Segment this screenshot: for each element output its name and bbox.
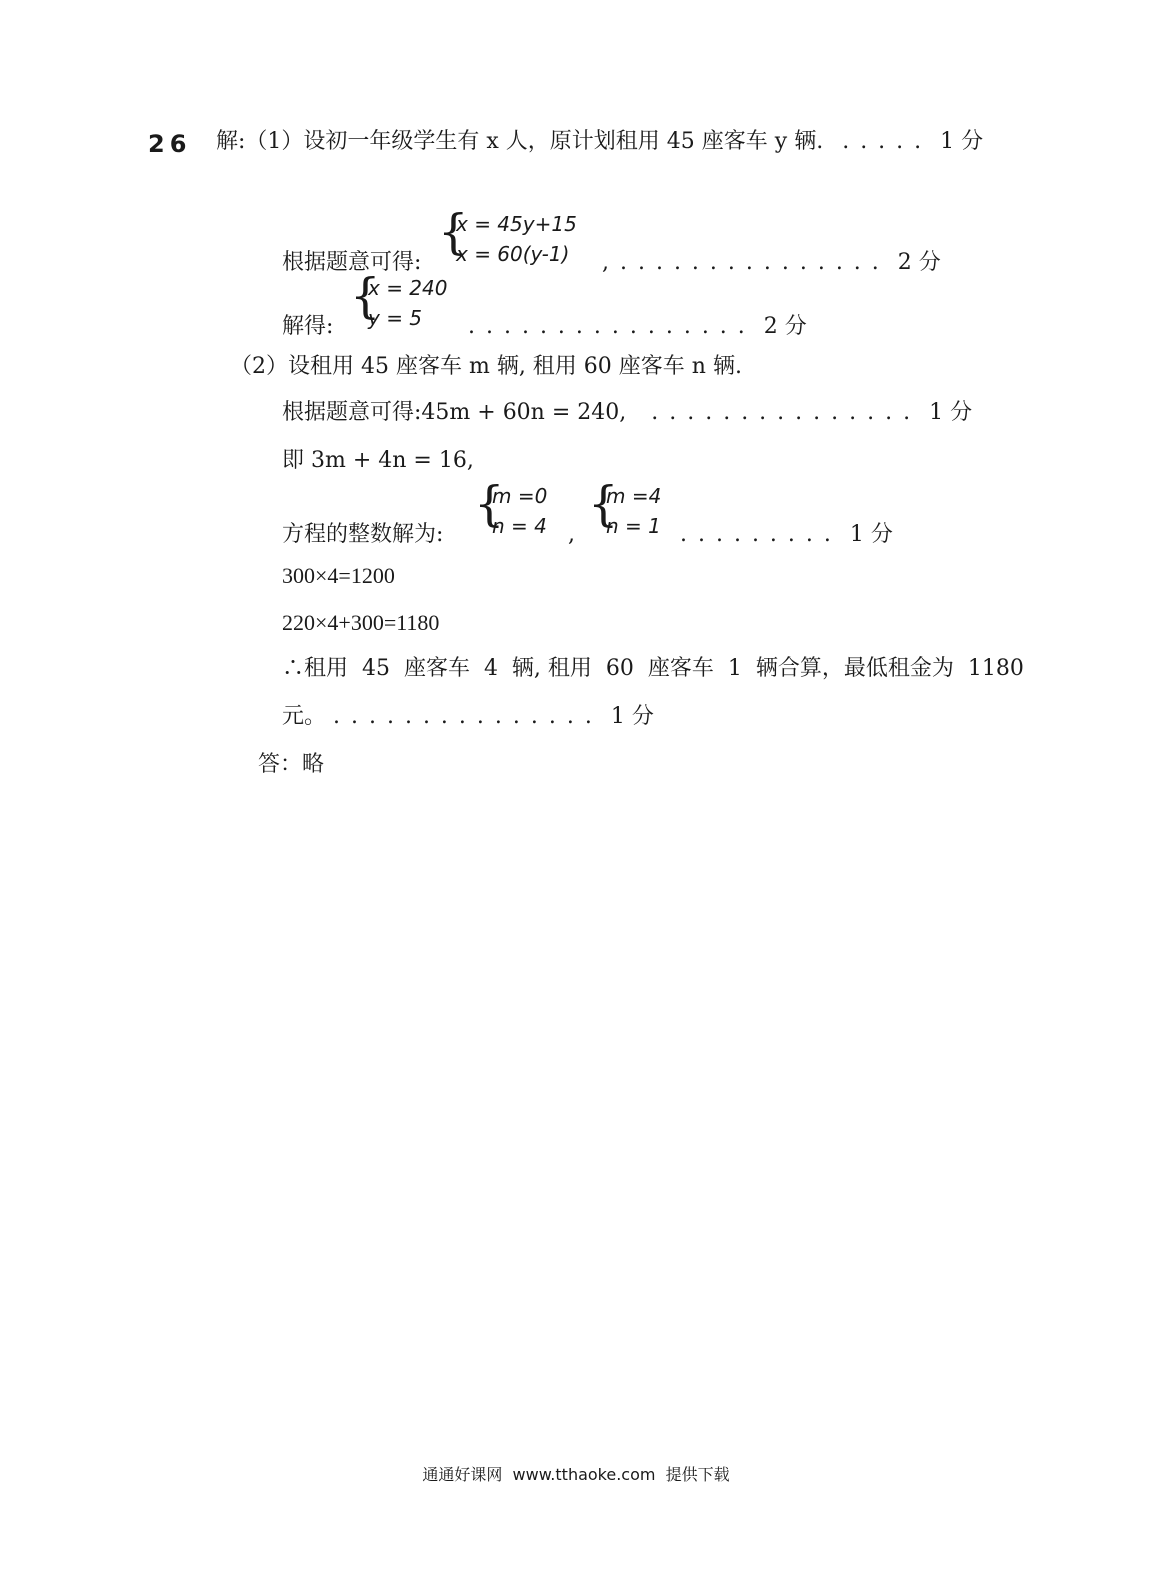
brace-icon: { bbox=[588, 476, 619, 532]
sol1-eq2: n = 4 bbox=[492, 514, 547, 538]
solution-eq1: x = 240 bbox=[368, 276, 448, 300]
conclusion-line-1: ∴租用 45 座客车 4 辆, 租用 60 座客车 1 辆合算，最低租金为 1180 bbox=[282, 656, 1024, 681]
integer-solution-2 bbox=[588, 476, 678, 542]
simplified-equation: 即 3m + 4n = 16, bbox=[282, 448, 474, 473]
footer: 通通好课网 www.tthaoke.com 提供下载 bbox=[422, 1465, 730, 1484]
brace-icon: { bbox=[474, 476, 505, 532]
answer: 答：略 bbox=[258, 752, 325, 777]
system-eq1: x = 45y+15 bbox=[456, 212, 577, 236]
solution-label: 解得: bbox=[282, 314, 334, 339]
conclusion-line-2 bbox=[282, 706, 654, 728]
system-score: 2 分 bbox=[897, 250, 941, 275]
sol1-eq1: m =0 bbox=[492, 484, 548, 508]
calc-line-2: 220×4+300=1180 bbox=[282, 610, 440, 635]
conclusion-score: 1 分 bbox=[610, 704, 654, 729]
part1-intro-text: 解:（1）设初一年级学生有 x 人，原计划租用 45 座客车 y 辆. bbox=[216, 129, 824, 154]
integer-solution-1 bbox=[474, 476, 564, 542]
system-of-equations bbox=[438, 204, 618, 270]
solution-separator: , bbox=[568, 522, 575, 547]
part1-intro-score: 1 分 bbox=[940, 129, 984, 154]
integer-label: 方程的整数解为: bbox=[282, 522, 444, 547]
calc-line-1: 300×4=1200 bbox=[282, 563, 395, 588]
part1-intro-dots: . . . . . bbox=[842, 129, 924, 154]
equation-score: 1 分 bbox=[929, 400, 973, 425]
solution-system bbox=[350, 268, 480, 334]
part1-intro bbox=[216, 131, 983, 153]
equation-line bbox=[282, 402, 972, 424]
conclusion-dots: . . . . . . . . . . . . . . . bbox=[333, 704, 594, 729]
system-eq2: x = 60(y-1) bbox=[456, 242, 570, 266]
integer-score: 1 分 bbox=[849, 522, 893, 547]
solution-score: 2 分 bbox=[763, 314, 807, 339]
system-label: 根据题意可得: bbox=[282, 250, 422, 275]
equation-text: 根据题意可得:45m + 60n = 240, bbox=[282, 400, 627, 425]
sol2-eq1: m =4 bbox=[606, 484, 662, 508]
conclusion-text: 元。 bbox=[282, 704, 327, 729]
system-dots: , . . . . . . . . . . . . . . . bbox=[602, 250, 881, 275]
part2-intro: （2）设租用 45 座客车 m 辆, 租用 60 座客车 n 辆. bbox=[230, 354, 742, 379]
question-number: 26 bbox=[148, 130, 192, 158]
solution-dots: . . . . . . . . . . . . . . . . bbox=[468, 314, 747, 339]
integer-dots: . . . . . . . . . bbox=[680, 522, 833, 547]
solution-eq2: y = 5 bbox=[368, 306, 423, 330]
sol2-eq2: n = 1 bbox=[606, 514, 661, 538]
brace-icon: { bbox=[350, 268, 381, 324]
solution-trailer bbox=[468, 316, 807, 338]
equation-dots: . . . . . . . . . . . . . . . bbox=[651, 400, 913, 425]
brace-icon: { bbox=[438, 204, 469, 260]
integer-trailer bbox=[680, 524, 893, 546]
system-trailer bbox=[602, 252, 941, 274]
